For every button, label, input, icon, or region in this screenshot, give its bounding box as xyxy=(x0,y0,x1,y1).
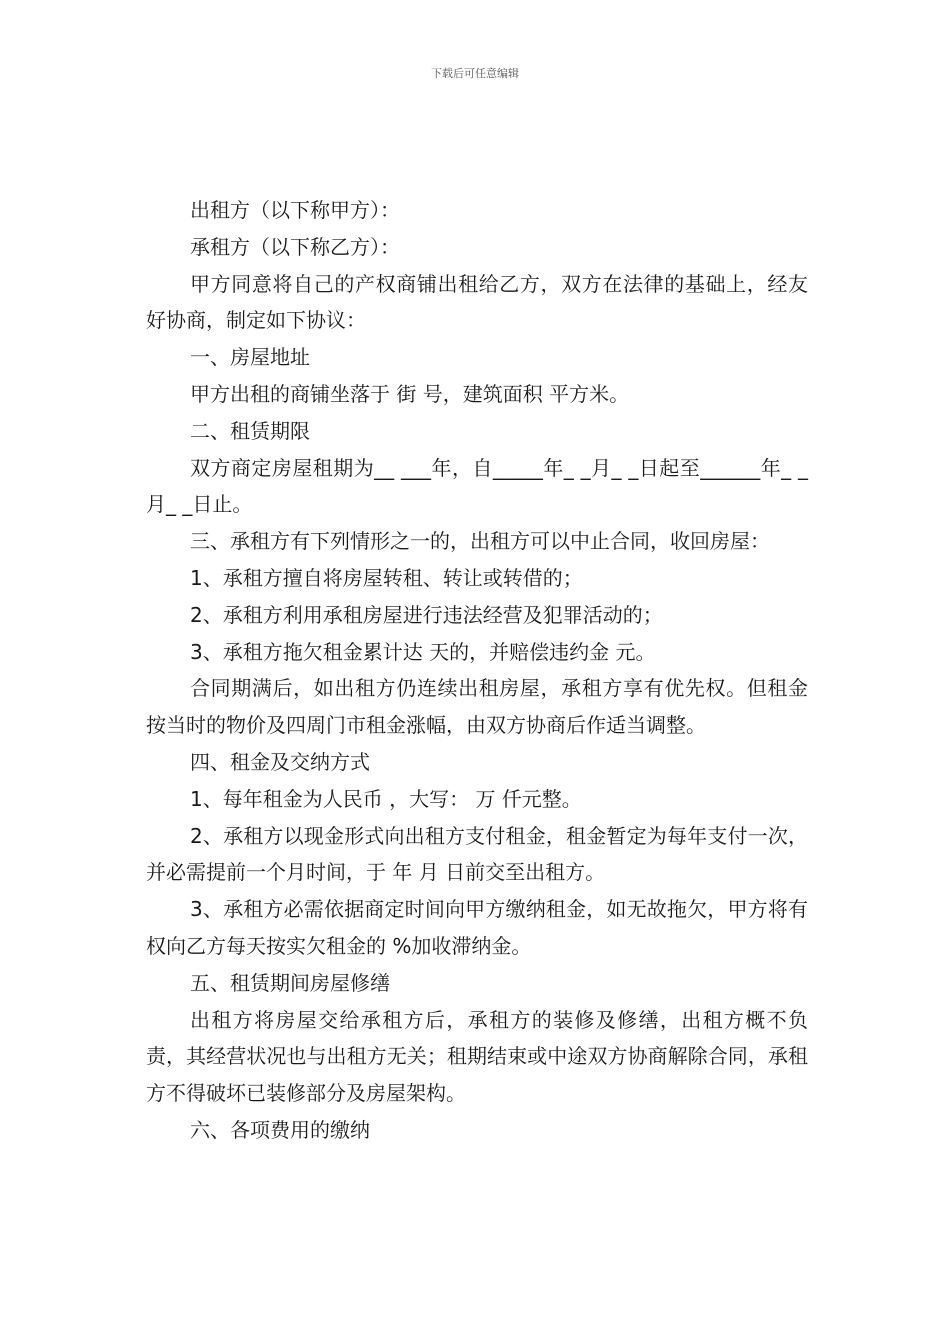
party-b-line: 承租方（以下称乙方）： xyxy=(190,234,400,259)
section-heading-termination: 三、承租方有下列情形之一的，出租方可以中止合同，收回房屋： xyxy=(190,529,770,554)
rent-item-1: 1、每年租金为人民币 ，大写： 万 仟元整。 xyxy=(190,786,582,811)
section-heading-term: 二、租赁期限 xyxy=(190,418,310,443)
party-a-line: 出租方（以下称甲方）： xyxy=(190,198,400,222)
page-header-note: 下载后可任意编辑 xyxy=(431,67,519,80)
renewal-paragraph: 合同期满后，如出租方仍连续出租房屋，承租方享有优先权。但租金按当时的物价及四周门市租金涨幅，由双方协商后作适当调整。 xyxy=(146,676,808,738)
section-heading-address: 一、房屋地址 xyxy=(190,345,310,370)
termination-item-1: 1、承租方擅自将房屋转租、转让或转借的； xyxy=(190,565,583,590)
rent-item-3: 3、承租方必需依据商定时间向甲方缴纳租金，如无故拖欠，甲方将有权向乙方每天按实欠租金的 %加收滞纳金。 xyxy=(146,897,808,958)
termination-item-2: 2、承租方利用承租房屋进行违法经营及犯罪活动的； xyxy=(190,602,663,627)
address-paragraph: 甲方出租的商铺坐落于 街 号，建筑面积 平方米。 xyxy=(190,381,630,406)
section-heading-repair: 五、租赁期间房屋修缮 xyxy=(190,970,390,995)
preamble-paragraph: 甲方同意将自己的产权商铺出租给乙方，双方在法律的基础上，经友好协商，制定如下协议： xyxy=(146,271,808,333)
repair-paragraph: 出租方将房屋交给承租方后，承租方的装修及修缮，出租方概不负责，其经营状况也与出租方无关；租期结束或中途双方协商解除合同，承租方不得破坏已装修部分及房屋架构。 xyxy=(146,1007,808,1106)
termination-item-3: 3、承租方拖欠租金累计达 天的，并赔偿违约金 元。 xyxy=(190,639,656,664)
section-heading-rent: 四、租金及交纳方式 xyxy=(190,749,370,774)
document-body xyxy=(146,192,808,1149)
section-heading-fees: 六、各项费用的缴纳 xyxy=(190,1117,370,1142)
rent-item-2: 2、承租方以现金形式向出租方支付租金，租金暂定为每年支付一次，并必需提前一个月时间，于 年 月 日前交至出租方。 xyxy=(146,823,808,885)
term-paragraph: 双方商定房屋租期为__ ___年，自_____年_ _月_ _日起至______年_ _月_ _日止。 xyxy=(146,455,808,517)
